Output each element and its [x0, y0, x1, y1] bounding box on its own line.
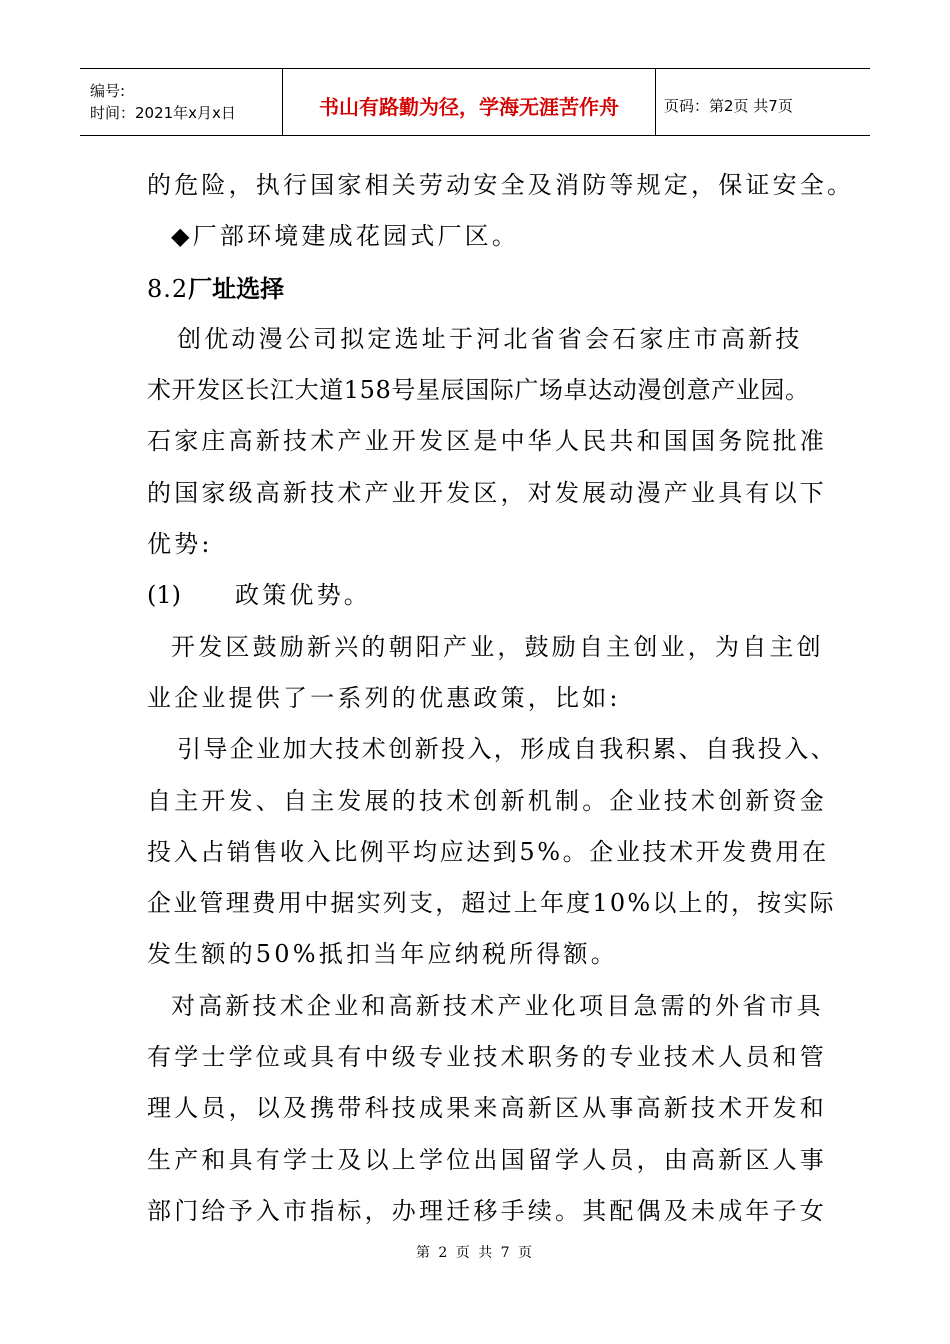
paragraph-line: 企业管理费用中据实列支，超过上年度10%以上的，按实际 — [147, 889, 836, 918]
document-body — [147, 160, 855, 1237]
paragraph-line: 优势: — [147, 530, 213, 559]
paragraph-line: 创优动漫公司拟定选址于河北省省会石家庄市高新技 — [177, 324, 803, 353]
paragraph-line: 理人员，以及携带科技成果来高新区从事高新技术开发和 — [147, 1094, 827, 1123]
paragraph-line: 开发区鼓励新兴的朝阳产业，鼓励自主创业，为自主创 — [171, 632, 824, 661]
paragraph-line: 投入占销售收入比例平均应达到5%。企业技术开发费用在 — [147, 837, 829, 866]
page-header — [80, 68, 870, 136]
paragraph-line: 对高新技术企业和高新技术产业化项目急需的外省市具 — [171, 991, 824, 1020]
paragraph-line: 引导企业加大技术创新投入，形成自我积累、自我投入、 — [177, 735, 837, 764]
time-label: 时间：2021年x月x日 — [90, 104, 236, 122]
section-number: 8.2 — [147, 274, 189, 303]
paragraph-line: 自主开发、自主发展的技术创新机制。企业技术创新资金 — [147, 786, 827, 815]
header-page-info: 页码：第2页 共7页 — [664, 96, 793, 115]
section-title: 厂址选择 — [188, 273, 285, 303]
bullet-line: ◆厂部环境建成花园式厂区。 — [171, 222, 520, 251]
paragraph-line: 发生额的50%抵扣当年应纳税所得额。 — [147, 940, 618, 969]
paragraph-line: 部门给予入市指标，办理迁移手续。其配偶及未成年子女 — [147, 1196, 827, 1225]
paragraph-line: 生产和具有学士及以上学位出国留学人员，由高新区人事 — [147, 1145, 827, 1174]
list-item — [147, 570, 817, 621]
header-page-info-cell — [656, 69, 870, 135]
list-item-number: (1) — [147, 581, 181, 610]
list-item-label: 政策优势。 — [235, 581, 371, 610]
paragraph-line: 石家庄高新技术产业开发区是中华人民共和国国务院批准 — [147, 427, 827, 456]
header-meta — [80, 69, 282, 135]
paragraph-line: 的国家级高新技术产业开发区，对发展动漫产业具有以下 — [147, 478, 827, 507]
section-heading — [147, 263, 817, 314]
header-motto-cell — [282, 69, 656, 135]
header-motto: 书山有路勤为径，学海无涯苦作舟 — [319, 94, 619, 119]
serial-label: 编号: — [90, 82, 126, 100]
paragraph-line: 有学士学位或具有中级专业技术职务的专业技术人员和管 — [147, 1043, 827, 1072]
paragraph-line: 术开发区长江大道158号星辰国际广场卓达动漫创意产业园。 — [147, 376, 810, 405]
page-footer: 第 2 页 共 7 页 — [415, 1245, 535, 1261]
paragraph-line: 业企业提供了一系列的优惠政策，比如: — [147, 683, 621, 712]
body-line: 的危险，执行国家相关劳动安全及消防等规定，保证安全。 — [147, 171, 855, 199]
